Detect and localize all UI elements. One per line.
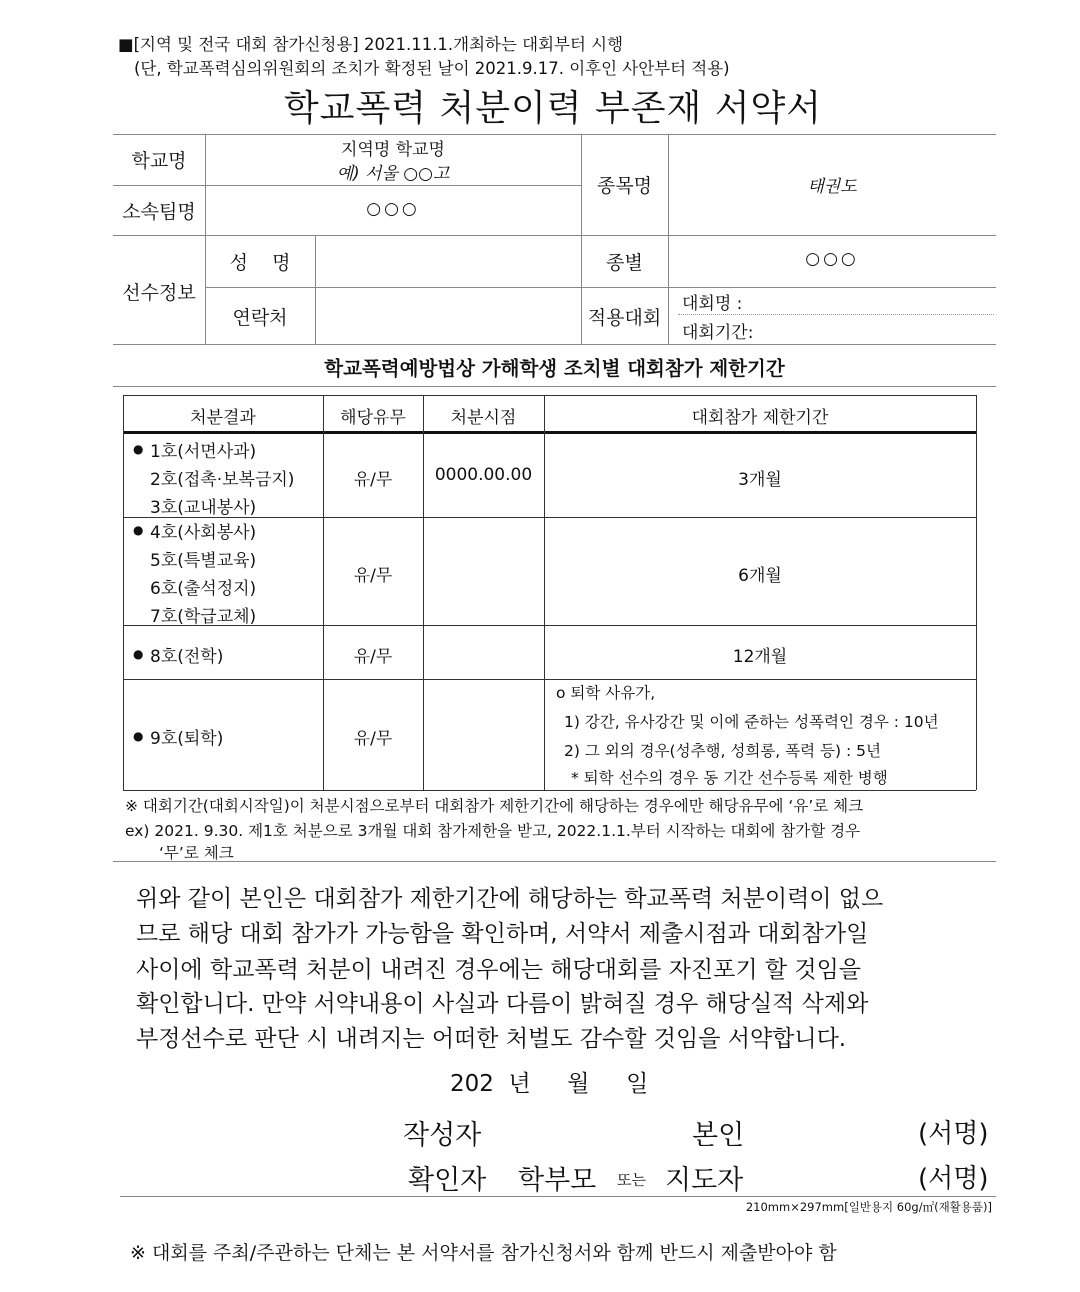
notice-line-2: (단, 학교폭력심의위원회의 조치가 확정된 날이 2021.9.17. 이후인 사안부터 적용) bbox=[134, 59, 730, 78]
row2-item: 7호(학급교체) bbox=[150, 607, 257, 627]
info-divider bbox=[113, 185, 581, 186]
school-value-line2: 예) 서울 ○○고 bbox=[336, 164, 450, 184]
tournament-name-label: 대회명 : bbox=[682, 294, 743, 314]
info-col-border bbox=[668, 134, 669, 344]
row2-period: 6개월 bbox=[738, 566, 782, 586]
confirmer-label: 확인자 bbox=[408, 1165, 487, 1196]
info-divider bbox=[668, 287, 996, 288]
row2-applicable: 유/무 bbox=[353, 566, 393, 586]
pledge-line-5: 부정선수로 판단 시 내려지는 어떠한 처벌도 감수할 것임을 서약합니다. bbox=[136, 1026, 847, 1052]
coach-label: 지도자 bbox=[665, 1165, 744, 1196]
school-label: 학교명 bbox=[131, 150, 187, 172]
bullet-icon: ● bbox=[133, 442, 144, 456]
table-row-border bbox=[123, 679, 976, 680]
event-label: 종목명 bbox=[596, 175, 653, 197]
row4-period-line: o 퇴학 사유가, bbox=[556, 684, 656, 702]
row4-period-line: * 퇴학 선수의 경우 동 기간 선수등록 제한 병행 bbox=[571, 769, 888, 787]
paper-spec-divider bbox=[120, 1196, 996, 1197]
category-label: 종별 bbox=[606, 252, 643, 274]
table-bottom-border bbox=[123, 790, 976, 791]
paper-spec: 210mm×297mm[일반용지 60g/㎡(재활용품)] bbox=[745, 1200, 992, 1214]
notice-line-1: ■[지역 및 전국 대회 참가신청용] 2021.11.1.개최하는 대회부터 시행 bbox=[118, 35, 624, 54]
bullet-icon: ● bbox=[133, 729, 144, 743]
table-top-border bbox=[123, 395, 976, 396]
tournament-period-label: 대회기간: bbox=[682, 323, 754, 343]
row1-period: 3개월 bbox=[738, 470, 782, 490]
info-col-border bbox=[315, 235, 316, 344]
tournament-label: 적용대회 bbox=[587, 307, 662, 329]
row1-applicable: 유/무 bbox=[353, 470, 393, 490]
category-value: ○○○ bbox=[805, 249, 859, 269]
header-date: 처분시점 bbox=[450, 408, 517, 428]
team-label: 소속팀명 bbox=[122, 201, 196, 223]
pledge-line-4: 확인합니다. 만약 서약내용이 사실과 다름이 밝혀질 경우 해당실적 삭제와 bbox=[136, 991, 869, 1017]
info-bottom-border bbox=[113, 344, 996, 345]
note-1: ※ 대회기간(대회시작일)이 처분시점으로부터 대회참가 제한기간에 해당하는 경우에만 해당유무에 ‘유’로 체크 bbox=[125, 797, 864, 815]
signature-field-2: (서명) bbox=[918, 1164, 989, 1194]
pledge-line-2: 므로 해당 대회 참가가 가능함을 확인하며, 서약서 제출시점과 대회참가일 bbox=[136, 921, 869, 947]
info-dotted-divider bbox=[678, 314, 994, 315]
name-label: 성 명 bbox=[229, 252, 291, 274]
parent-label: 학부모 bbox=[518, 1165, 597, 1196]
note-3: ‘무’로 체크 bbox=[159, 844, 234, 862]
row2-item: 6호(출석정지) bbox=[150, 579, 257, 599]
info-divider bbox=[581, 287, 668, 288]
row1-item: 2호(접촉·보복금지) bbox=[150, 470, 295, 490]
date-line: 202 년 월 일 bbox=[450, 1071, 649, 1097]
contact-label: 연락처 bbox=[232, 307, 288, 329]
row4-applicable: 유/무 bbox=[353, 729, 393, 749]
row2-item: 4호(사회봉사) bbox=[150, 523, 257, 543]
row2-item: 5호(특별교육) bbox=[150, 551, 257, 571]
section-title: 학교폭력예방법상 가해학생 조치별 대회참가 제한기간 bbox=[324, 357, 785, 380]
row1-date: 0000.00.00 bbox=[434, 465, 533, 485]
signature-field-1: (서명) bbox=[918, 1119, 989, 1149]
writer-label: 작성자 bbox=[403, 1120, 482, 1151]
row3-period: 12개월 bbox=[732, 647, 788, 667]
row1-item: 1호(서면사과) bbox=[150, 442, 257, 462]
header-applicable: 해당유무 bbox=[340, 408, 406, 428]
player-info-label: 선수정보 bbox=[122, 282, 196, 304]
bullet-icon: ● bbox=[133, 523, 144, 537]
table-col-border bbox=[976, 395, 977, 790]
row4-item: 9호(퇴학) bbox=[150, 729, 224, 749]
event-value: 태권도 bbox=[807, 177, 857, 197]
notes-divider bbox=[113, 861, 996, 862]
section-divider bbox=[113, 386, 996, 387]
row3-applicable: 유/무 bbox=[353, 647, 393, 667]
note-2: ex) 2021. 9.30. 제1호 처분으로 3개월 대회 참가제한을 받고, 2022.1.1.부터 시작하는 대회에 참가할 경우 bbox=[125, 822, 861, 840]
header-result: 처분결과 bbox=[190, 408, 256, 428]
table-col-border bbox=[423, 395, 424, 790]
row1-item: 3호(교내봉사) bbox=[150, 498, 257, 518]
table-col-border bbox=[544, 395, 545, 790]
pledge-line-3: 사이에 학교폭력 처분이 내려진 경우에는 해당대회를 자진포기 할 것임을 bbox=[136, 957, 862, 983]
table-col-border bbox=[123, 395, 124, 790]
header-period: 대회참가 제한기간 bbox=[691, 408, 829, 428]
row4-period-line: 1) 강간, 유사강간 및 이에 준하는 성폭력인 경우 : 10년 bbox=[564, 713, 939, 731]
row3-item: 8호(전학) bbox=[150, 647, 224, 667]
writer-value: 본인 bbox=[692, 1120, 745, 1151]
table-header-thick-border bbox=[123, 431, 976, 434]
row4-period-line: 2) 그 외의 경우(성추행, 성희롱, 폭력 등) : 5년 bbox=[564, 742, 881, 760]
info-divider bbox=[113, 235, 996, 236]
pledge-line-1: 위와 같이 본인은 대회참가 제한기간에 해당하는 학교폭력 처분이력이 없으 bbox=[136, 886, 884, 912]
info-divider bbox=[205, 287, 581, 288]
or-label: 또는 bbox=[617, 1171, 646, 1189]
bullet-icon: ● bbox=[133, 647, 144, 661]
school-value-line1: 지역명 학교명 bbox=[341, 140, 445, 160]
team-value: ○○○ bbox=[366, 199, 420, 219]
page-title: 학교폭력 처분이력 부존재 서약서 bbox=[283, 88, 823, 129]
footer-note: ※ 대회를 주최/주관하는 단체는 본 서약서를 참가신청서와 함께 반드시 제출받아야 함 bbox=[130, 1242, 837, 1264]
